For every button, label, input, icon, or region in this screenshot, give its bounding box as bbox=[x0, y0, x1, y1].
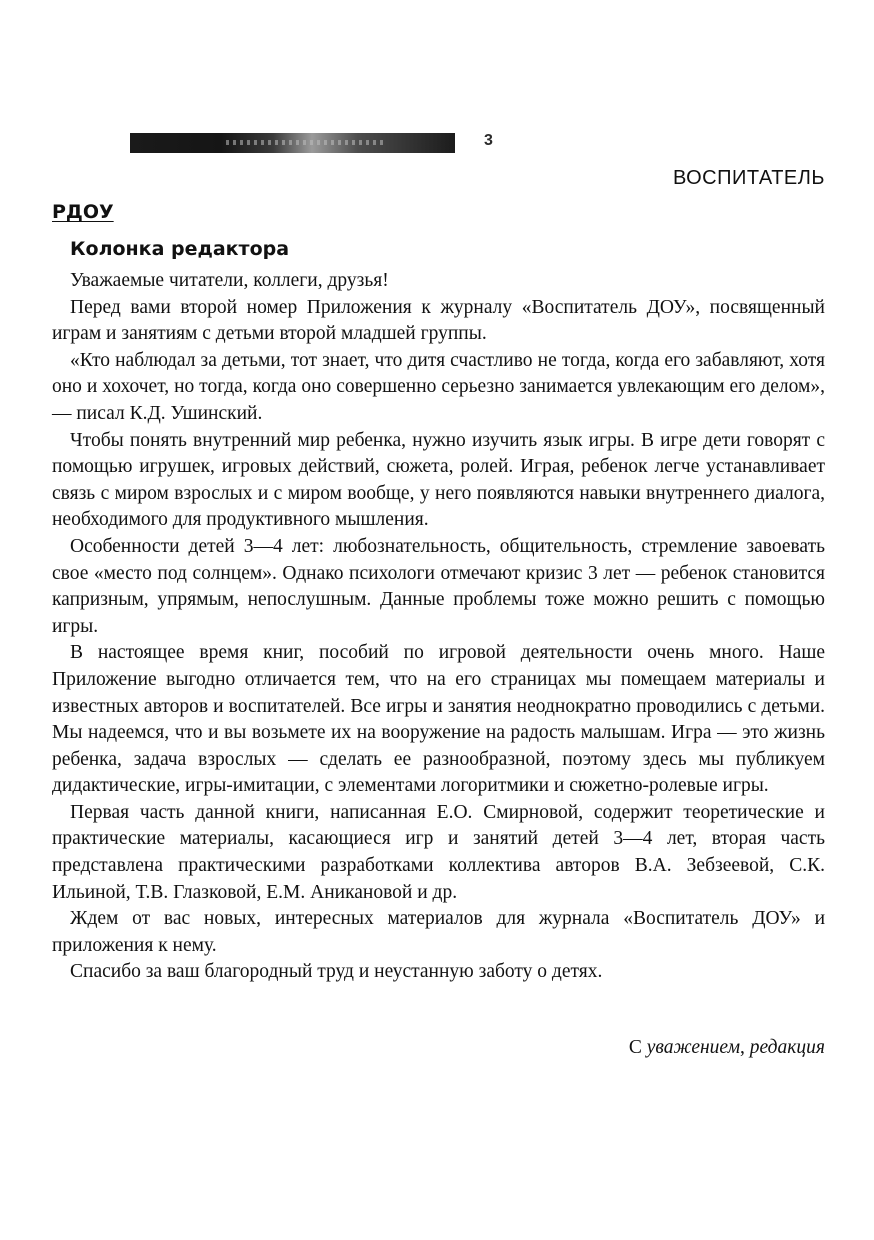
paragraph-quote: «Кто наблюдал за детьми, тот знает, что дитя счастливо не тогда, когда его забавляют, хотя оно и хохочет, но тогда, когда оно совершенно серьезно занимается увлекающим его делом», — писал К.Д. Ушинский. bbox=[52, 349, 825, 424]
signature-word-2: редакция bbox=[749, 1037, 825, 1058]
paragraph-thanks: Спасибо за ваш благородный труд и неустанную заботу о детях. bbox=[70, 961, 603, 983]
page-number: 3 bbox=[484, 132, 493, 149]
signature-word-1: уважением bbox=[646, 1037, 741, 1058]
paragraph: Первая часть данной книги, написанная Е.О. Смирновой, содержит теоретические и практические материалы, касающиеся игр и занятий детей 3—4 лет, вторая часть представлена практическими разработками коллектива авторов В.А. Зебзеевой, С.К. Ильиной, Т.В. Глазковой, Е.М. Аникановой и др. bbox=[52, 801, 825, 903]
section-tag: РДОУ bbox=[52, 201, 114, 223]
paragraph: Чтобы понять внутренний мир ребенка, нужно изучить язык игры. В игре дети говорят с помощью игрушек, игровых действий, сюжета, ролей. Играя, ребенок легче устанавливает связь с миром взрослых и с миром вообще, у него появляются навыки внутреннего диалога, необходимого для продуктивного мышления. bbox=[52, 429, 825, 531]
signature-prefix: С bbox=[628, 1037, 647, 1058]
paragraph: В настоящее время книг, пособий по игровой деятельности очень много. Наше Приложение выгодно отличается тем, что на его страницах мы помещаем материалы и известных авторов и воспитателей. Все игры и занятия неоднократно проводились с детьми. Мы надеемся, что и вы возьмете их на вооружение на радость малышам. Игра — это жизнь ребенка, задача взрослых — сделать ее разнообразной, поэтому здесь мы публикуем дидактические, игры-имитации, с элементами логоритмики и сюжетно-ролевые игры. bbox=[52, 642, 825, 797]
running-head: ВОСПИТАТЕЛЬ bbox=[672, 167, 825, 189]
header-decorative-band bbox=[130, 133, 455, 153]
paragraph-greeting: Уважаемые читатели, коллеги, друзья! bbox=[70, 270, 389, 291]
signature bbox=[629, 1037, 825, 1059]
column-title: Колонка редактора bbox=[70, 238, 290, 260]
editorial-body bbox=[52, 268, 825, 986]
paragraph: Особенности детей 3—4 лет: любознательность, общительность, стремление завоевать свое «место под солнцем». Однако психологи отмечают кризис 3 лет — ребенок становится капризным, упрямым, непослушным. Данные проблемы тоже можно решить с помощью игры. bbox=[52, 535, 825, 637]
paragraph: Ждем от вас новых, интересных материалов для журнала «Воспитатель ДОУ» и приложения к нему. bbox=[52, 908, 825, 956]
paragraph: Перед вами второй номер Приложения к журналу «Воспитатель ДОУ», посвященный играм и занятиям с детьми второй младшей группы. bbox=[52, 296, 825, 345]
signature-separator: , bbox=[740, 1037, 750, 1058]
